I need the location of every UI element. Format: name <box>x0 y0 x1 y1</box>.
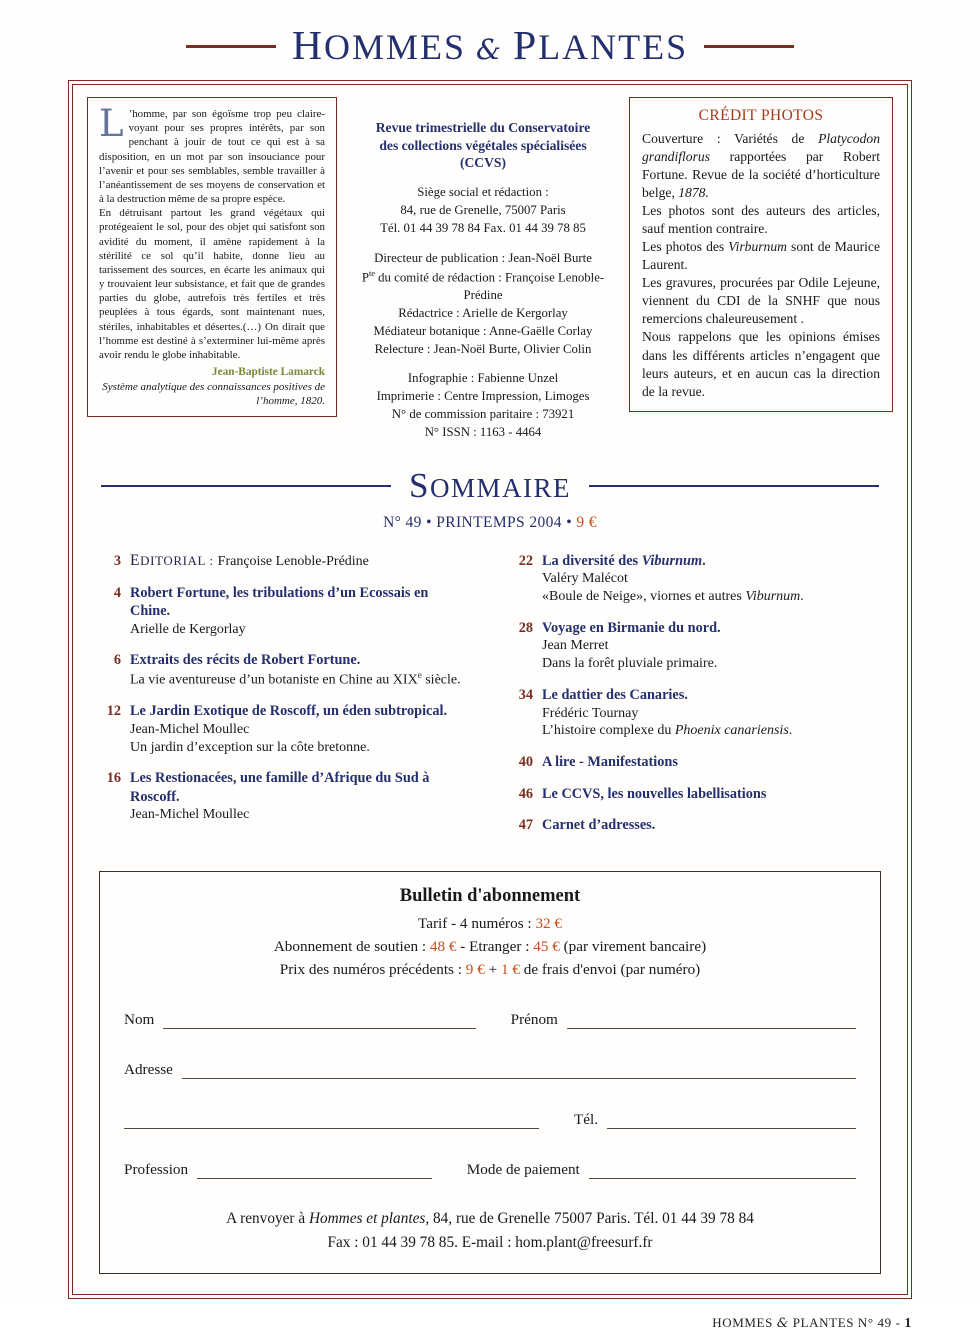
magazine-title-word1: HOMMES <box>291 23 466 69</box>
toc-entry-dattier <box>509 686 883 740</box>
credits-authors: Les photos sont des auteurs des articles, sauf mention contraire. <box>642 202 880 236</box>
magazine-name-italic: Hommes et plantes, <box>308 1210 430 1228</box>
toc-editorial-author: Françoise Lenoble-Prédine <box>217 554 369 570</box>
quote-paragraph-1 <box>99 102 325 206</box>
toc-page-number: 6 <box>113 652 121 669</box>
toc-article-title: A lire - Manifestations <box>542 754 678 771</box>
toc-page-number: 12 <box>106 703 121 720</box>
toc-article-author: Jean-Michel Moullec <box>130 721 250 737</box>
toc-entry-robert-fortune <box>97 584 471 639</box>
issue-number-season: N° 49 • PRINTEMPS 2004 • <box>383 514 577 532</box>
phone-field[interactable] <box>607 1126 856 1129</box>
top-strip <box>87 97 893 442</box>
toc-article-description: «Boule de Neige», viornes et autres Viburnum. <box>542 589 804 605</box>
address-street: 84, rue de Grenelle, 75007 Paris <box>400 202 566 217</box>
toc-column-right <box>509 552 883 847</box>
staff-editor: Rédactrice : Arielle de Kergorlay <box>398 305 568 320</box>
table-of-contents <box>87 552 893 847</box>
main-frame <box>68 80 912 1299</box>
firstname-field[interactable] <box>567 1026 856 1029</box>
toc-article-title: Extraits des récits de Robert Fortune. <box>130 652 361 669</box>
masthead-rule-left <box>186 45 276 48</box>
toc-entry-carnet <box>509 816 883 834</box>
form-row-profession-payment <box>124 1161 856 1179</box>
toc-entry-restionacees <box>97 769 471 824</box>
firstname-field-label: Prénom <box>510 1011 558 1029</box>
toc-page-number: 16 <box>106 770 121 787</box>
credits-viburnum: Les photos des Virburnum sont de Maurice Laurent. <box>642 239 880 273</box>
masthead <box>0 0 980 70</box>
price-9: 9 € <box>465 961 485 979</box>
publication-staff <box>351 250 615 359</box>
production-infography: Infographie : Fabienne Unzel <box>407 371 559 386</box>
price-48: 48 € <box>429 938 457 956</box>
publication-info <box>351 97 615 442</box>
credits-engravings: Les gravures, procurées par Odile Lejeune, viennent du CDI de la SNHF que nous remercions chaleureusement . <box>642 275 880 327</box>
toc-page-number: 47 <box>518 816 533 833</box>
address-field-line2[interactable] <box>124 1126 539 1129</box>
toc-entry-a-lire <box>509 753 883 771</box>
price-45: 45 € <box>533 938 560 956</box>
toc-page-number: 40 <box>518 754 533 771</box>
return-address-line1: A renvoyer à Hommes et plantes, 84, rue de Grenelle 75007 Paris. Tél. 01 44 39 78 84 <box>226 1210 754 1228</box>
toc-article-description: Dans la forêt pluviale primaire. <box>542 656 718 672</box>
toc-entry-jardin-roscoff <box>97 702 471 756</box>
toc-editorial-label: EDITORIAL : <box>130 552 214 570</box>
lamarck-quote-box <box>87 97 337 417</box>
toc-article-title: La diversité des Viburnum. <box>542 553 706 570</box>
staff-director: Directeur de publication : Jean-Noël Burte <box>374 250 592 265</box>
toc-entry-editorial <box>97 552 471 571</box>
toc-article-author: Jean Merret <box>542 638 609 654</box>
quote-author: Jean-Baptiste Lamarck <box>211 366 325 379</box>
toc-article-author: Valéry Malécot <box>542 571 628 587</box>
issue-info <box>87 514 893 532</box>
toc-article-title: Voyage en Birmanie du nord. <box>542 620 721 637</box>
address-field-label: Adresse <box>124 1061 173 1079</box>
toc-page-number: 22 <box>518 553 533 570</box>
subscription-back-issues: Prix des numéros précédents : 9 € + 1 € de frais d'envoi (par numéro) <box>279 961 701 979</box>
toc-article-description: La vie aventureuse d’un botaniste en Chine au XIXe siècle. <box>130 669 461 688</box>
staff-mediator: Médiateur botanique : Anne-Gaëlle Corlay <box>373 323 593 338</box>
toc-article-description: L’histoire complexe du Phoenix canariensis. <box>542 723 793 739</box>
toc-article-title: Le dattier des Canaries. <box>542 687 688 704</box>
toc-article-title: Le CCVS, les nouvelles labellisations <box>542 785 767 802</box>
address-phone: Tél. 01 44 39 78 84 Fax. 01 44 39 78 85 <box>380 220 586 235</box>
quote-paragraph-2: En détruisant partout les grand végétaux qui protégeaient le sol, pour des objet qui satisfont son avidité du moment, il amène rapidement à la stérilité ce sol qu’il habite, donne lieu au tarissement des sources, en écarte les animaux qui y trouvaient leur subsistance, et fait que de grandes parties du globe, autrefois très fertiles et très peuplées à tous égards, sont maintenant nues, stériles, inhabitables et désertes.(…) On dirait que l’homme est destiné à s’exterminer lui-même après avoir rendu le globe inhabitable. <box>99 207 325 361</box>
credits-disclaimer: Nous rappelons que les opinions émises dans les différents articles n’engagent que leurs auteurs, et en aucun cas la direction de la revue. <box>642 329 880 399</box>
sommaire-rule-left <box>101 485 391 487</box>
page-footer: HOMMES & PLANTES N° 49 - 1 <box>712 1314 912 1331</box>
subscription-tarif: Tarif - 4 numéros : 32 € <box>417 915 563 933</box>
publication-subtitle <box>351 119 615 172</box>
subscription-return-address <box>124 1207 856 1254</box>
toc-entry-extraits-recits <box>97 651 471 689</box>
pub-title-line3: (CCVS) <box>459 155 507 171</box>
sommaire-title: SOMMAIRE <box>408 466 572 506</box>
masthead-rule-right <box>704 45 794 48</box>
toc-page-number: 3 <box>113 553 121 570</box>
credits-cover: Couverture : Variétés de Platycodon grandiflorus rapportées par Robert Fortune. Revue de la société d’horticulture belge, 1878. <box>642 130 880 200</box>
pub-title-line2: des collections végétales spécialisées <box>379 137 587 153</box>
toc-entry-viburnum <box>509 552 883 606</box>
quote-text-1: ’homme, par son égoïsme trop peu claire-voyant pour ses propres intérêts, par son penchant à jouir de tout ce qui est à sa disposition, en un mot par son insouciance pour l’avenir et pour ses semblables, semble travailler à l’anéantissement de ses moyens de conservation et à la destruction même de sa propre espèce. <box>99 108 325 206</box>
magazine-title-word2: PLANTES <box>512 23 689 69</box>
toc-article-title: Carnet d’adresses. <box>542 816 656 833</box>
price-32: 32 € <box>535 915 563 933</box>
subscription-soutien: Abonnement de soutien : 48 € - Etranger : 45 € (par virement bancaire) <box>273 938 707 956</box>
address-label: Siège social et rédaction : <box>417 185 549 200</box>
folio-page-number: 1 <box>904 1315 912 1331</box>
phone-field-label: Tél. <box>573 1111 599 1129</box>
payment-mode-field[interactable] <box>589 1176 856 1179</box>
pub-title-line1: Revue trimestrielle du Conservatoire <box>375 120 591 135</box>
toc-article-title: Les Restionacées, une famille d’Afrique du Sud à Roscoff. <box>130 770 430 805</box>
staff-proofreading: Relecture : Jean-Noël Burte, Olivier Colin <box>374 341 592 356</box>
toc-article-title: Le Jardin Exotique de Roscoff, un éden subtropical. <box>130 703 448 720</box>
form-row-name <box>124 1011 856 1029</box>
main-frame-inner <box>72 84 908 1295</box>
ampersand-glyph: & <box>476 33 503 66</box>
toc-entry-birmanie <box>509 619 883 673</box>
issue-price: 9 € <box>576 514 597 532</box>
magazine-title <box>292 22 688 70</box>
name-field-label: Nom <box>124 1011 155 1029</box>
address-field[interactable] <box>182 1076 856 1079</box>
return-address-line2: Fax : 01 44 39 78 85. E-mail : hom.plant@freesurf.fr <box>327 1233 653 1251</box>
production-printer: Imprimerie : Centre Impression, Limoges <box>376 389 590 404</box>
toc-column-left <box>97 552 471 847</box>
subscription-title: Bulletin d'abonnement <box>399 886 581 907</box>
photo-credits-title: CRÉDIT PHOTOS <box>698 107 824 124</box>
dropcap-letter: L <box>99 102 124 145</box>
publication-address <box>351 184 615 238</box>
form-row-address2-tel <box>124 1111 856 1129</box>
toc-page-number: 46 <box>518 785 533 802</box>
photo-credits-box <box>629 97 893 412</box>
footer-ampersand: & <box>776 1315 789 1331</box>
toc-page-number: 34 <box>518 687 533 704</box>
profession-field[interactable] <box>197 1176 432 1179</box>
toc-entry-ccvs <box>509 785 883 803</box>
sommaire-heading <box>101 466 879 506</box>
name-field[interactable] <box>163 1026 475 1029</box>
staff-president: $P^{te}$ du comité de rédaction : Françoise Lenoble-Prédine <box>361 268 605 302</box>
production-issn: N° ISSN : 1163 - 4464 <box>424 425 542 440</box>
toc-page-number: 28 <box>518 620 533 637</box>
toc-article-title: Robert Fortune, les tribulations d’un Ecossais en Chine. <box>130 584 429 620</box>
form-row-address <box>124 1061 856 1079</box>
publication-production <box>351 370 615 442</box>
toc-article-description: Un jardin d’exception sur la côte bretonne. <box>130 739 370 755</box>
toc-page-number: 4 <box>113 584 121 601</box>
subscription-form <box>99 871 881 1273</box>
toc-article-author: Arielle de Kergorlay <box>130 621 246 637</box>
quote-source: Système analytique des connaissances positives de l’homme, 1820. <box>102 380 325 408</box>
profession-field-label: Profession <box>124 1161 189 1179</box>
production-commission: N° de commission paritaire : 73921 <box>391 407 575 422</box>
payment-mode-field-label: Mode de paiement <box>466 1161 580 1179</box>
price-1: 1 € <box>500 961 520 979</box>
toc-article-author: Jean-Michel Moullec <box>130 807 250 823</box>
toc-article-author: Frédéric Tournay <box>542 705 639 721</box>
sommaire-rule-right <box>589 485 879 487</box>
